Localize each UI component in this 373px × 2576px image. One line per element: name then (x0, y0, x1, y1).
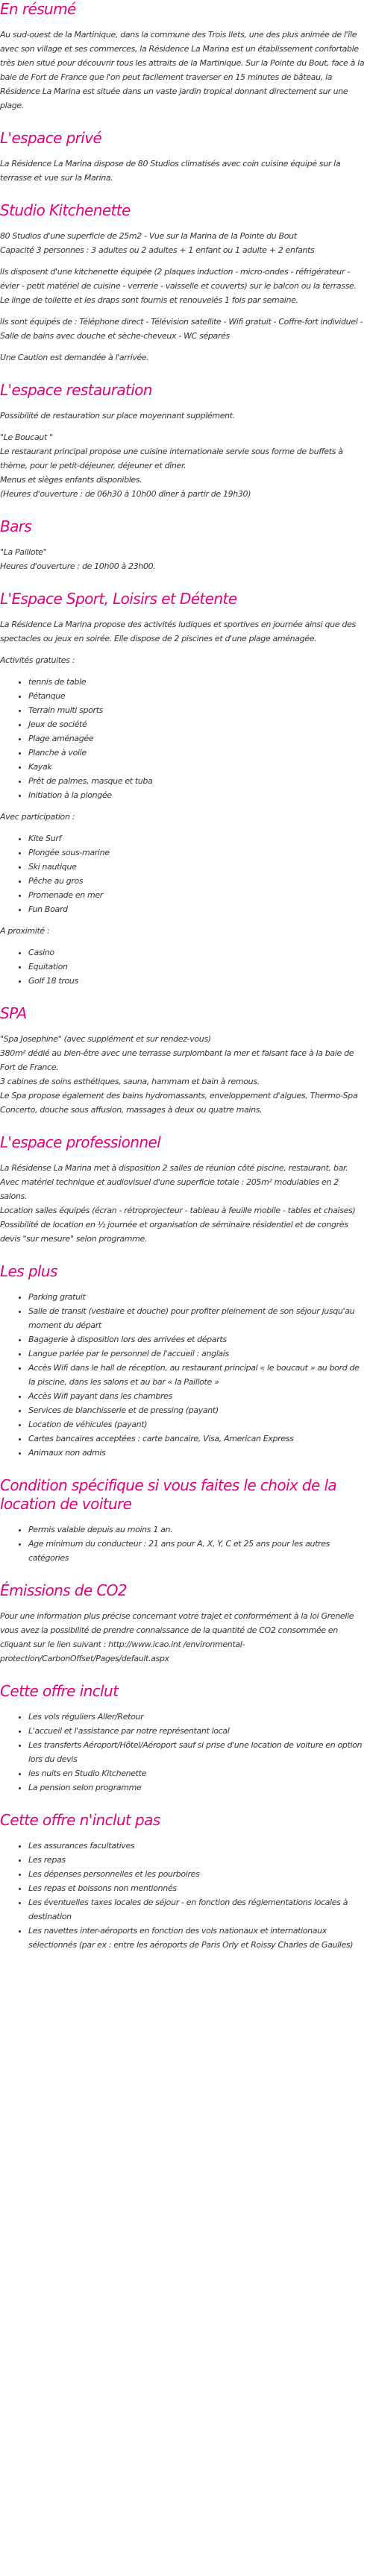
included-list (0, 1710, 366, 1795)
free-activities-list (0, 675, 366, 802)
section-ninclut (0, 1811, 366, 1952)
condition-list (0, 1522, 366, 1565)
list-item: • Salle de transit (vestiaire et douche) pour profiter pleinement de son séjour jusqu'au moment du départ (28, 1304, 366, 1332)
pro-equipment: Avec matériel technique et audiovisuel d'une superficie totale : 205m² modulables en 2 salons. (0, 1177, 339, 1201)
pro-rental: Location salles équipés (écran - rétroprojecteur - tableau à feuille mobile - tables et chaises) (0, 1206, 356, 1215)
restaurant-name: "Le Boucaut " (0, 432, 53, 442)
section-title: Cette offre inclut (0, 1682, 119, 1700)
section-plus (0, 1262, 366, 1460)
list-item: • Animaux non admis (28, 1446, 366, 1460)
sport-intro: La Résidence La Marina propose des activités ludiques et sportives en journée ainsi que des spectacles ou jeux en soirée. Elle dispose de 2 piscines et d'une plage aménagée. (0, 620, 356, 643)
list-item: • Planche à voile (28, 746, 366, 760)
list-item: • Ski nautique (28, 860, 366, 874)
section-sport (0, 590, 366, 988)
section-title: L'espace professionnel (0, 1133, 161, 1151)
section-inclut (0, 1682, 366, 1795)
list-item: • Services de blanchisserie et de pressing (payant) (28, 1403, 366, 1417)
list-item: • Les assurances facultatives (28, 1839, 366, 1853)
list-item: • Les dépenses personnelles et les pourboires (28, 1867, 366, 1881)
list-item: • Age minimum du conducteur : 21 ans pour A, X, Y, C et 25 ans pour les autres catégories (28, 1537, 366, 1565)
list-item: • Plongée sous-marine (28, 845, 366, 860)
list-item: • Bagagerie à disposition lors des arrivées et départs (28, 1332, 366, 1347)
restaurant-menus: Menus et sièges enfants disponibles. (0, 475, 142, 485)
section-bars (0, 517, 366, 573)
list-item: • Plage aménagée (28, 731, 366, 746)
list-item: • Initiation à la plongée (28, 788, 366, 802)
list-item: • les nuits en Studio Kitchenette (28, 1766, 366, 1780)
list-item: • Promenade en mer (28, 888, 366, 902)
list-item: • Cartes bancaires acceptées : carte bancaire, Visa, American Express (28, 1432, 366, 1446)
resume-text: Au sud-ouest de la Martinique, dans la commune des Trois Ilets, une des plus animée de l'île avec son village et ses commerces, la Résidence La Marina est un établissement confortable très bien situé pour découvrir tous les attraits de la Martinique. Sur la Pointe du Bout, face à la baie de Fort de France que l'on peut facilement traverser en 15 minutes de bâteau, la Résidence La Marina est située dans un vaste jardin tropical donnant directement sur une plage. (0, 30, 365, 110)
section-title: En résumé (0, 0, 76, 18)
studio-linen-text: Le linge de toilette et les draps sont fournis et renouvelés 1 fois par semaine. (0, 295, 298, 305)
bar-name: "La Paillote" (0, 547, 47, 557)
spa-area: 380m² dédié au bien-être avec une terrasse surplombant la mer et faisant face à la baie de Fort de France. (0, 1048, 354, 1072)
section-title: Condition spécifique si vous faites le choix de la location de voiture (0, 1476, 337, 1513)
studio-kitchen-text: Ils disposent d'une kitchenette équipée (2 plaques induction - micro-ondes - réfrigérateur - évier - petit matériel de cuisine - verrerie - vaisselle et couverts) sur le balcon ou la terrasse. (0, 267, 357, 291)
co2-text: Pour une information plus précise concernant votre trajet et conformément à la loi Grenelle vous avez la possibilité de prendre connaissance de la quantité de CO2 consommée en cliquant sur le lien suivant : http://www.icao.int /environmental-protection/CarbonOffset/Pages/default.aspx (0, 1611, 354, 1663)
list-item: • Accès Wifi dans le hall de réception, au restaurant principal « le boucaut » au bord de la piscine, dans les salons et au bar « la Paillote » (28, 1361, 366, 1389)
list-item: • Les vols réguliers Aller/Retour (28, 1710, 366, 1724)
section-title: Émissions de CO2 (0, 1581, 127, 1599)
list-item: • L'accueil et l'assistance par notre représentant local (28, 1724, 366, 1738)
list-item: • Parking gratuit (28, 1290, 366, 1304)
section-title: L'espace restauration (0, 381, 152, 399)
pro-details (0, 1161, 366, 1246)
section-resume (0, 0, 366, 113)
restaurant-description: Le restaurant principal propose une cuisine internationale servie sous forme de buffets à thème, pour le petit-déjeuner, déjeuner et dîner. (0, 447, 343, 470)
list-item: • Equitation (28, 960, 366, 974)
section-restauration (0, 381, 366, 501)
plus-list (0, 1290, 366, 1460)
list-item: • Langue parlée par le personnel de l'accueil : anglais (28, 1347, 366, 1361)
list-item: • La pension selon programme (28, 1780, 366, 1795)
section-professionnel (0, 1133, 366, 1246)
list-item: • Casino (28, 945, 366, 960)
list-item: • Terrain multi sports (28, 703, 366, 717)
list-item: • Prêt de palmes, masque et tuba (28, 774, 366, 788)
list-item: • Les repas et boissons non mentionnés (28, 1881, 366, 1895)
section-condition (0, 1476, 366, 1565)
list-item: • Location de véhicules (payant) (28, 1417, 366, 1432)
list-item: • Accès Wifi payant dans les chambres (28, 1389, 366, 1403)
list-item: • Kayak (28, 760, 366, 774)
nearby-activities-label: A proximité : (0, 926, 50, 936)
section-spa (0, 1004, 366, 1117)
spa-details (0, 1032, 366, 1117)
section-title: Bars (0, 517, 32, 535)
list-item: • Kite Surf (28, 831, 366, 845)
section-studio (0, 201, 366, 365)
section-title: L'espace privé (0, 129, 102, 147)
section-title: Les plus (0, 1262, 57, 1280)
list-item: • Golf 18 trous (28, 974, 366, 988)
list-item: • Pétanque (28, 689, 366, 703)
nearby-activities-list (0, 945, 366, 988)
pro-seminars: Possibilité de location en ½ journée et organisation de séminaire résidentiel et de congrès devis "sur mesure" selon programme. (0, 1220, 348, 1244)
section-title: SPA (0, 1004, 27, 1022)
list-item: • Permis valable depuis au moins 1 an. (28, 1522, 366, 1537)
free-activities-label: Activités gratuites : (0, 655, 75, 665)
list-item: • Les navettes inter-aéroports en fonction des vols nationaux et internationaux sélectionnés (par ex : entre les aéroports de Paris Orly et Roissy Charles de Gaulles) (28, 1924, 366, 1952)
pro-rooms: La Résidense La Marina met à disposition 2 salles de réunion côté piscine, restaurant, bar. (0, 1163, 348, 1173)
restauration-details (0, 430, 366, 501)
studio-kitchenette (0, 265, 366, 307)
studio-deposit-text: Une Caution est demandée à l'arrivée. (0, 353, 149, 362)
spa-treatments: Le Spa propose également des bains hydromassants, enveloppement d'algues, Thermo-Spa Concerto, douche sous affusion, massages à deux ou quatre mains. (0, 1091, 358, 1115)
list-item: • Les repas (28, 1853, 366, 1867)
list-item: • tennis de table (28, 675, 366, 689)
studio-equipment-text: Ils sont équipés de : Téléphone direct - Télévision satellite - Wifi gratuit - Coffre-fort individuel - Salle de bains avec douche et sèche-cheveux - WC séparés (0, 317, 363, 341)
studio-capacity-text: Capacité 3 personnes : 3 adultes ou 2 adultes + 1 enfant ou 1 adulte + 2 enfants (0, 245, 315, 255)
section-title: Cette offre n'inclut pas (0, 1811, 160, 1829)
list-item: • Les éventuelles taxes locales de séjour - en fonction des réglementations locales à destination (28, 1895, 366, 1924)
list-item: • Fun Board (28, 902, 366, 916)
section-title: L'Espace Sport, Loisirs et Détente (0, 590, 237, 608)
spa-name: "Spa Josephine" (avec supplément et sur rendez-vous) (0, 1034, 211, 1044)
espace-prive-text: La Résidence La Marina dispose de 80 Studios climatisés avec coin cuisine équipé sur la terrasse et vue sur la Marina. (0, 159, 341, 183)
not-included-list (0, 1839, 366, 1952)
studio-capacity (0, 229, 366, 257)
spa-cabins: 3 cabines de soins esthétiques, sauna, hammam et bain à remous. (0, 1077, 260, 1086)
list-item: • Les transferts Aéroport/Hôtel/Aéroport sauf si prise d'une location de voiture en option lors du devis (28, 1738, 366, 1766)
restaurant-hours: (Heures d'ouverture : de 06h30 à 10h00 dîner à partir de 19h30) (0, 489, 251, 499)
paid-activities-list (0, 831, 366, 916)
bar-hours: Heures d'ouverture : de 10h00 à 23h00. (0, 561, 156, 571)
studio-size-text: 80 Studios d'une superficie de 25m2 - Vue sur la Marina de la Pointe du Bout (0, 231, 297, 241)
restauration-intro: Possibilité de restauration sur place moyennant supplément. (0, 411, 235, 421)
section-title: Studio Kitchenette (0, 201, 131, 219)
bar-details (0, 545, 366, 573)
list-item: • Pêche au gros (28, 874, 366, 888)
list-item: • Jeux de société (28, 717, 366, 731)
paid-activities-label: Avec participation : (0, 812, 75, 822)
section-espace-prive (0, 129, 366, 185)
section-co2 (0, 1581, 366, 1666)
